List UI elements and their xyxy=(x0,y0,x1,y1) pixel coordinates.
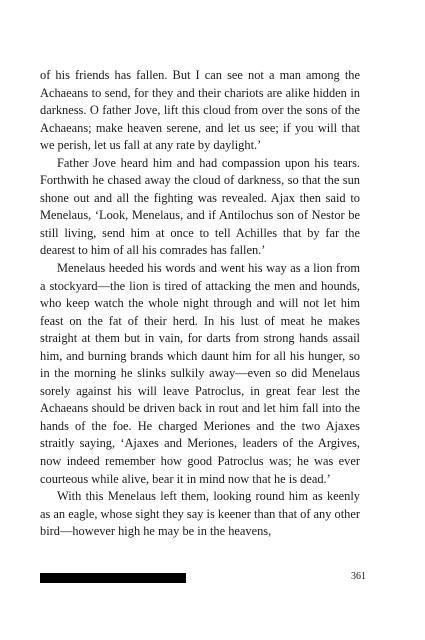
page-number: 361 xyxy=(351,571,366,582)
redaction-bar xyxy=(40,573,186,583)
paragraph: With this Menelaus left them, looking round him as keenly as an eagle, whose sight they say is keener than that of any other bird—however high he may be in the heavens, xyxy=(40,489,360,539)
body-text xyxy=(40,67,360,541)
paragraph-continued: of his friends has fallen. But I can see not a man among the Achaeans to send, for they and their chariots are alike hidden in darkness. O father Jove, lift this cloud from over the sons of the Achaeans; make heaven serene, and let us see; if you will that we perish, let us fall at any rate by daylight.’ xyxy=(40,68,360,153)
paragraph: Father Jove heard him and had compassion upon his tears. Forthwith he chased away the cloud of darkness, so that the sun shone out and all the fighting was revealed. Ajax then said to Menelaus, ‘Look, Menelaus, and if Antilochus son of Nestor be still living, send him at once to tell Achilles that by far the dearest to him of all his comrades has fallen.’ xyxy=(40,155,360,258)
paragraph: Menelaus heeded his words and went his way as a lion from a stockyard—the lion is tired of attacking the men and hounds, who keep watch the whole night through and will not let him feast on the fat of their herd. In his lust of meat he makes straight at them but in vain, for darts from strong hands assail him, and burning brands which daunt him for all his hunger, so in the morning he slinks sulkily away—even so did Menelaus sorely against his will leave Patroclus, in great fear lest the Achaeans should be driven back in rout and let him fall into the hands of the foe. He charged Meriones and the two Ajaxes straitly saying, ‘Ajaxes and Meriones, leaders of the Argives, now indeed remember how good Patroclus was; he was ever courteous while alive, bear it in mind now that he is dead.’ xyxy=(40,261,360,486)
